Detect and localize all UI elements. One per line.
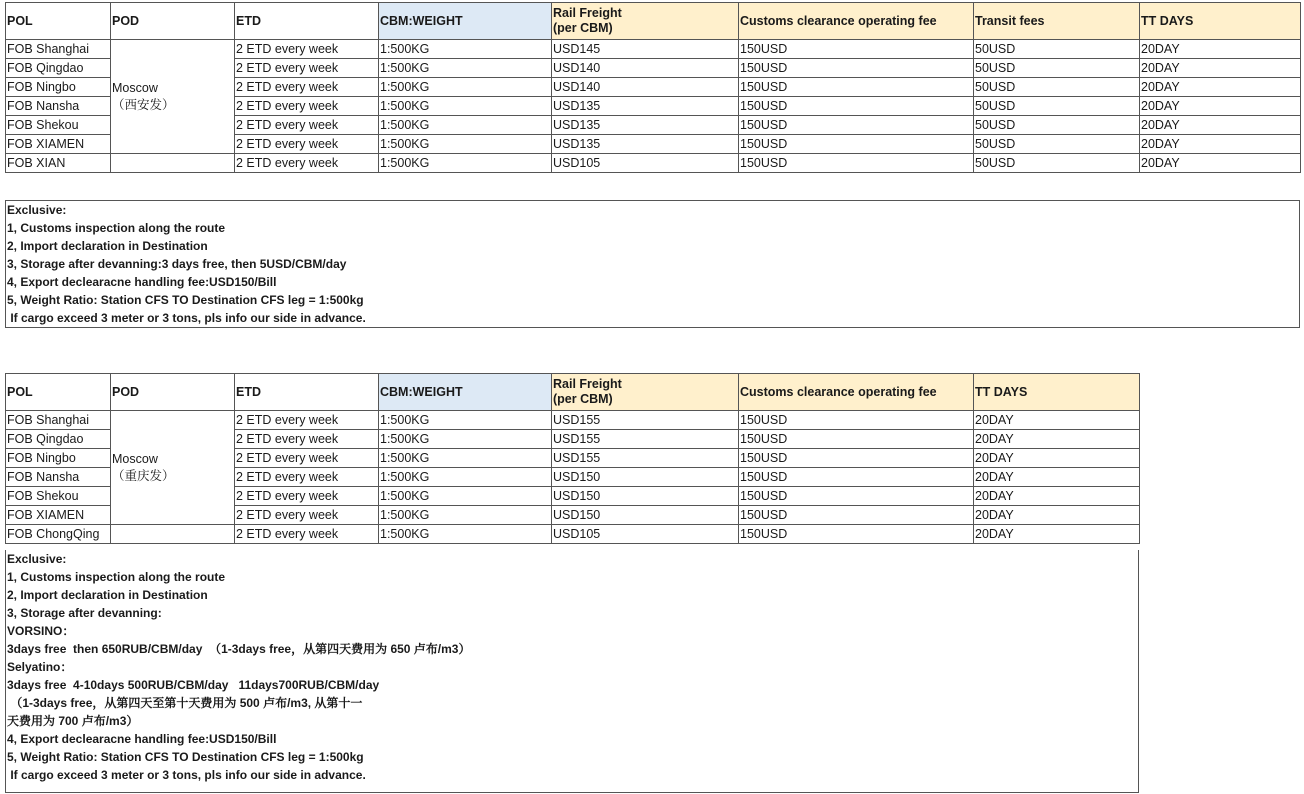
cell-tt: 20DAY [1140, 59, 1301, 78]
cell-customs: 150USD [739, 468, 974, 487]
note-line: If cargo exceed 3 meter or 3 tons, pls info our side in advance. [7, 768, 366, 782]
cell-cbm: 1:500KG [379, 430, 552, 449]
cell-pol: FOB Shanghai [6, 40, 111, 59]
cell-customs: 150USD [739, 78, 974, 97]
cell-pol: FOB Qingdao [6, 430, 111, 449]
table-row [6, 411, 1140, 430]
note-line: VORSINO： [7, 624, 75, 638]
cell-cbm: 1:500KG [379, 525, 552, 544]
cell-customs: 150USD [739, 154, 974, 173]
cell-pod-empty [111, 525, 235, 544]
table-row [6, 525, 1140, 544]
header-rail-freight: Rail Freight (per CBM) [552, 374, 739, 411]
cell-pol: FOB Shekou [6, 487, 111, 506]
cell-freight: USD105 [552, 525, 739, 544]
cell-etd: 2 ETD every week [235, 468, 379, 487]
cell-pod [111, 411, 235, 525]
cell-tt: 20DAY [974, 468, 1140, 487]
cell-tt: 20DAY [974, 506, 1140, 525]
cell-cbm: 1:500KG [379, 116, 552, 135]
cell-freight: USD105 [552, 154, 739, 173]
cell-cbm: 1:500KG [379, 487, 552, 506]
header-pol: POL [6, 3, 111, 40]
note-line: 3, Storage after devanning: [7, 606, 162, 620]
cell-cbm: 1:500KG [379, 97, 552, 116]
note-line: 3days free then 650RUB/CBM/day （1-3days free，从第四天费用为 650 卢布/m3） [7, 642, 471, 656]
cell-customs: 150USD [739, 59, 974, 78]
cell-cbm: 1:500KG [379, 78, 552, 97]
cell-transit: 50USD [974, 154, 1140, 173]
note-line: 1, Customs inspection along the route [7, 221, 226, 235]
rate-table-xian [5, 2, 1301, 173]
cell-customs: 150USD [739, 97, 974, 116]
cell-pod-empty [111, 154, 235, 173]
rate-table-chongqing [5, 373, 1140, 544]
note-line: 4, Export declearacne handling fee:USD150/Bill [7, 275, 277, 289]
header-customs-fee: Customs clearance operating fee [739, 374, 974, 411]
cell-tt: 20DAY [1140, 135, 1301, 154]
cell-tt: 20DAY [1140, 154, 1301, 173]
pod-origin: （西安发） [112, 97, 175, 112]
header-tt-days: TT DAYS [974, 374, 1140, 411]
cell-etd: 2 ETD every week [235, 116, 379, 135]
cell-tt: 20DAY [974, 430, 1140, 449]
cell-freight: USD135 [552, 116, 739, 135]
pod-origin: （重庆发） [112, 468, 175, 483]
note-line: 4, Export declearacne handling fee:USD150/Bill [7, 732, 277, 746]
note-line: 3, Storage after devanning:3 days free, then 5USD/CBM/day [7, 257, 347, 271]
note-line: 1, Customs inspection along the route [7, 570, 226, 584]
header-etd: ETD [235, 3, 379, 40]
cell-freight: USD140 [552, 78, 739, 97]
cell-cbm: 1:500KG [379, 506, 552, 525]
cell-tt: 20DAY [1140, 40, 1301, 59]
cell-freight: USD145 [552, 40, 739, 59]
cell-etd: 2 ETD every week [235, 449, 379, 468]
table-header-row [6, 374, 1140, 411]
cell-customs: 150USD [739, 116, 974, 135]
cell-transit: 50USD [974, 40, 1140, 59]
cell-customs: 150USD [739, 135, 974, 154]
cell-customs: 150USD [739, 40, 974, 59]
note-line: Exclusive: [7, 552, 67, 566]
cell-etd: 2 ETD every week [235, 525, 379, 544]
cell-etd: 2 ETD every week [235, 487, 379, 506]
cell-customs: 150USD [739, 411, 974, 430]
cell-pol: FOB Ningbo [6, 78, 111, 97]
cell-pol: FOB Nansha [6, 97, 111, 116]
cell-transit: 50USD [974, 59, 1140, 78]
cell-customs: 150USD [739, 506, 974, 525]
note-line: 5, Weight Ratio: Station CFS TO Destination CFS leg = 1:500kg [7, 750, 364, 764]
exclusive-notes-chongqing [5, 550, 1139, 793]
note-line: 5, Weight Ratio: Station CFS TO Destination CFS leg = 1:500kg [7, 293, 364, 307]
cell-freight: USD150 [552, 506, 739, 525]
cell-transit: 50USD [974, 78, 1140, 97]
cell-etd: 2 ETD every week [235, 506, 379, 525]
cell-pol: FOB ChongQing [6, 525, 111, 544]
cell-pol: FOB Nansha [6, 468, 111, 487]
table-row [6, 40, 1301, 59]
cell-etd: 2 ETD every week [235, 59, 379, 78]
cell-cbm: 1:500KG [379, 40, 552, 59]
header-cbm-weight: CBM:WEIGHT [379, 374, 552, 411]
header-pod: POD [111, 374, 235, 411]
header-tt-days: TT DAYS [1140, 3, 1301, 40]
cell-pol: FOB XIAMEN [6, 135, 111, 154]
cell-etd: 2 ETD every week [235, 430, 379, 449]
cell-cbm: 1:500KG [379, 59, 552, 78]
cell-transit: 50USD [974, 135, 1140, 154]
cell-customs: 150USD [739, 430, 974, 449]
cell-freight: USD135 [552, 135, 739, 154]
cell-pol: FOB Ningbo [6, 449, 111, 468]
header-cbm-weight: CBM:WEIGHT [379, 3, 552, 40]
cell-etd: 2 ETD every week [235, 154, 379, 173]
header-pol: POL [6, 374, 111, 411]
cell-cbm: 1:500KG [379, 468, 552, 487]
cell-freight: USD150 [552, 487, 739, 506]
cell-tt: 20DAY [1140, 78, 1301, 97]
cell-etd: 2 ETD every week [235, 40, 379, 59]
table-row [6, 154, 1301, 173]
exclusive-notes-xian [5, 200, 1300, 328]
cell-pol: FOB Shanghai [6, 411, 111, 430]
cell-cbm: 1:500KG [379, 449, 552, 468]
header-customs-fee: Customs clearance operating fee [739, 3, 974, 40]
cell-cbm: 1:500KG [379, 154, 552, 173]
pod-city: Moscow [112, 80, 158, 95]
header-transit-fees: Transit fees [974, 3, 1140, 40]
cell-customs: 150USD [739, 449, 974, 468]
cell-customs: 150USD [739, 525, 974, 544]
cell-pol: FOB XIAN [6, 154, 111, 173]
cell-tt: 20DAY [974, 449, 1140, 468]
cell-tt: 20DAY [1140, 116, 1301, 135]
cell-freight: USD135 [552, 97, 739, 116]
cell-pol: FOB XIAMEN [6, 506, 111, 525]
header-pod: POD [111, 3, 235, 40]
cell-tt: 20DAY [974, 487, 1140, 506]
cell-cbm: 1:500KG [379, 411, 552, 430]
cell-transit: 50USD [974, 116, 1140, 135]
header-rail-freight: Rail Freight (per CBM) [552, 3, 739, 40]
cell-freight: USD155 [552, 430, 739, 449]
note-line: （1-3days free，从第四天至第十天费用为 500 卢布/m3, 从第十一 [7, 696, 363, 710]
cell-pod [111, 40, 235, 154]
cell-tt: 20DAY [974, 525, 1140, 544]
note-line: 2, Import declaration in Destination [7, 239, 208, 253]
cell-freight: USD155 [552, 411, 739, 430]
cell-customs: 150USD [739, 487, 974, 506]
cell-tt: 20DAY [974, 411, 1140, 430]
cell-tt: 20DAY [1140, 97, 1301, 116]
cell-etd: 2 ETD every week [235, 97, 379, 116]
note-line: 天费用为 700 卢布/m3） [7, 714, 139, 728]
header-etd: ETD [235, 374, 379, 411]
cell-freight: USD140 [552, 59, 739, 78]
cell-freight: USD150 [552, 468, 739, 487]
cell-transit: 50USD [974, 97, 1140, 116]
note-line: Selyatino： [7, 660, 73, 674]
note-line: 2, Import declaration in Destination [7, 588, 208, 602]
cell-etd: 2 ETD every week [235, 411, 379, 430]
cell-etd: 2 ETD every week [235, 78, 379, 97]
cell-pol: FOB Shekou [6, 116, 111, 135]
cell-pol: FOB Qingdao [6, 59, 111, 78]
cell-freight: USD155 [552, 449, 739, 468]
cell-cbm: 1:500KG [379, 135, 552, 154]
note-line: If cargo exceed 3 meter or 3 tons, pls info our side in advance. [7, 311, 366, 325]
note-line: Exclusive: [7, 203, 67, 217]
table-header-row [6, 3, 1301, 40]
note-line: 3days free 4-10days 500RUB/CBM/day 11days700RUB/CBM/day [7, 678, 380, 692]
pod-city: Moscow [112, 451, 158, 466]
cell-etd: 2 ETD every week [235, 135, 379, 154]
